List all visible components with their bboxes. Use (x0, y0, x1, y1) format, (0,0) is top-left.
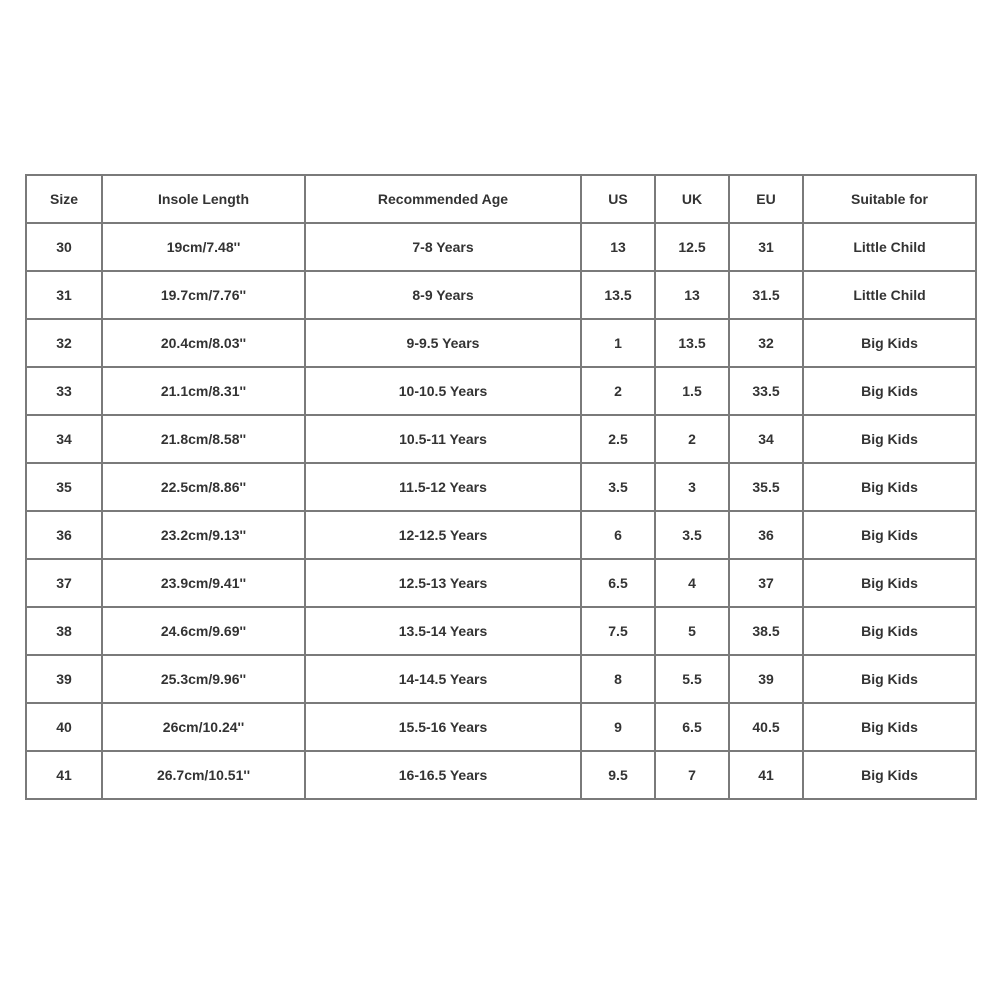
eu-size-cell: 33.5 (729, 367, 803, 415)
us-size-cell: 9.5 (581, 751, 655, 799)
insole-length-cell: 19cm/7.48'' (102, 223, 305, 271)
header-suitable-for: Suitable for (803, 175, 976, 223)
table-row (26, 271, 976, 319)
header-insole-length: Insole Length (102, 175, 305, 223)
eu-size-cell: 37 (729, 559, 803, 607)
insole-length-cell: 21.1cm/8.31'' (102, 367, 305, 415)
header-size: Size (26, 175, 102, 223)
uk-size-cell: 4 (655, 559, 729, 607)
eu-size-cell: 38.5 (729, 607, 803, 655)
insole-length-cell: 23.2cm/9.13'' (102, 511, 305, 559)
insole-length-cell: 26.7cm/10.51'' (102, 751, 305, 799)
uk-size-cell: 2 (655, 415, 729, 463)
uk-size-cell: 7 (655, 751, 729, 799)
suitable-for-cell: Big Kids (803, 463, 976, 511)
recommended-age-cell: 10-10.5 Years (305, 367, 581, 415)
recommended-age-cell: 10.5-11 Years (305, 415, 581, 463)
eu-size-cell: 31 (729, 223, 803, 271)
size-cell: 39 (26, 655, 102, 703)
table-row (26, 223, 976, 271)
table-row (26, 607, 976, 655)
uk-size-cell: 6.5 (655, 703, 729, 751)
uk-size-cell: 5 (655, 607, 729, 655)
recommended-age-cell: 14-14.5 Years (305, 655, 581, 703)
insole-length-cell: 22.5cm/8.86'' (102, 463, 305, 511)
us-size-cell: 2.5 (581, 415, 655, 463)
recommended-age-cell: 12.5-13 Years (305, 559, 581, 607)
uk-size-cell: 13 (655, 271, 729, 319)
recommended-age-cell: 15.5-16 Years (305, 703, 581, 751)
uk-size-cell: 12.5 (655, 223, 729, 271)
uk-size-cell: 3 (655, 463, 729, 511)
recommended-age-cell: 13.5-14 Years (305, 607, 581, 655)
suitable-for-cell: Big Kids (803, 511, 976, 559)
size-chart-table (25, 174, 977, 800)
size-cell: 34 (26, 415, 102, 463)
suitable-for-cell: Big Kids (803, 751, 976, 799)
recommended-age-cell: 16-16.5 Years (305, 751, 581, 799)
table-row (26, 367, 976, 415)
table-row (26, 463, 976, 511)
us-size-cell: 9 (581, 703, 655, 751)
header-uk: UK (655, 175, 729, 223)
suitable-for-cell: Big Kids (803, 415, 976, 463)
suitable-for-cell: Big Kids (803, 703, 976, 751)
size-cell: 33 (26, 367, 102, 415)
suitable-for-cell: Big Kids (803, 319, 976, 367)
uk-size-cell: 13.5 (655, 319, 729, 367)
suitable-for-cell: Little Child (803, 271, 976, 319)
insole-length-cell: 26cm/10.24'' (102, 703, 305, 751)
insole-length-cell: 23.9cm/9.41'' (102, 559, 305, 607)
us-size-cell: 6.5 (581, 559, 655, 607)
recommended-age-cell: 7-8 Years (305, 223, 581, 271)
eu-size-cell: 39 (729, 655, 803, 703)
us-size-cell: 1 (581, 319, 655, 367)
table-row (26, 415, 976, 463)
eu-size-cell: 35.5 (729, 463, 803, 511)
header-eu: EU (729, 175, 803, 223)
uk-size-cell: 3.5 (655, 511, 729, 559)
suitable-for-cell: Big Kids (803, 655, 976, 703)
table-row (26, 703, 976, 751)
eu-size-cell: 36 (729, 511, 803, 559)
table-row (26, 559, 976, 607)
size-cell: 32 (26, 319, 102, 367)
table-row (26, 655, 976, 703)
insole-length-cell: 25.3cm/9.96'' (102, 655, 305, 703)
us-size-cell: 2 (581, 367, 655, 415)
eu-size-cell: 41 (729, 751, 803, 799)
us-size-cell: 6 (581, 511, 655, 559)
insole-length-cell: 21.8cm/8.58'' (102, 415, 305, 463)
insole-length-cell: 20.4cm/8.03'' (102, 319, 305, 367)
us-size-cell: 3.5 (581, 463, 655, 511)
header-row (26, 175, 976, 223)
recommended-age-cell: 9-9.5 Years (305, 319, 581, 367)
size-cell: 38 (26, 607, 102, 655)
insole-length-cell: 19.7cm/7.76'' (102, 271, 305, 319)
size-cell: 31 (26, 271, 102, 319)
size-cell: 30 (26, 223, 102, 271)
table-row (26, 751, 976, 799)
insole-length-cell: 24.6cm/9.69'' (102, 607, 305, 655)
suitable-for-cell: Little Child (803, 223, 976, 271)
uk-size-cell: 5.5 (655, 655, 729, 703)
recommended-age-cell: 11.5-12 Years (305, 463, 581, 511)
header-recommended-age: Recommended Age (305, 175, 581, 223)
eu-size-cell: 40.5 (729, 703, 803, 751)
size-cell: 37 (26, 559, 102, 607)
eu-size-cell: 34 (729, 415, 803, 463)
suitable-for-cell: Big Kids (803, 607, 976, 655)
us-size-cell: 7.5 (581, 607, 655, 655)
eu-size-cell: 31.5 (729, 271, 803, 319)
suitable-for-cell: Big Kids (803, 559, 976, 607)
uk-size-cell: 1.5 (655, 367, 729, 415)
recommended-age-cell: 8-9 Years (305, 271, 581, 319)
size-cell: 36 (26, 511, 102, 559)
us-size-cell: 8 (581, 655, 655, 703)
eu-size-cell: 32 (729, 319, 803, 367)
size-cell: 40 (26, 703, 102, 751)
table-row (26, 511, 976, 559)
us-size-cell: 13.5 (581, 271, 655, 319)
recommended-age-cell: 12-12.5 Years (305, 511, 581, 559)
us-size-cell: 13 (581, 223, 655, 271)
size-cell: 41 (26, 751, 102, 799)
suitable-for-cell: Big Kids (803, 367, 976, 415)
table-row (26, 319, 976, 367)
header-us: US (581, 175, 655, 223)
size-cell: 35 (26, 463, 102, 511)
size-chart-body (26, 223, 976, 799)
